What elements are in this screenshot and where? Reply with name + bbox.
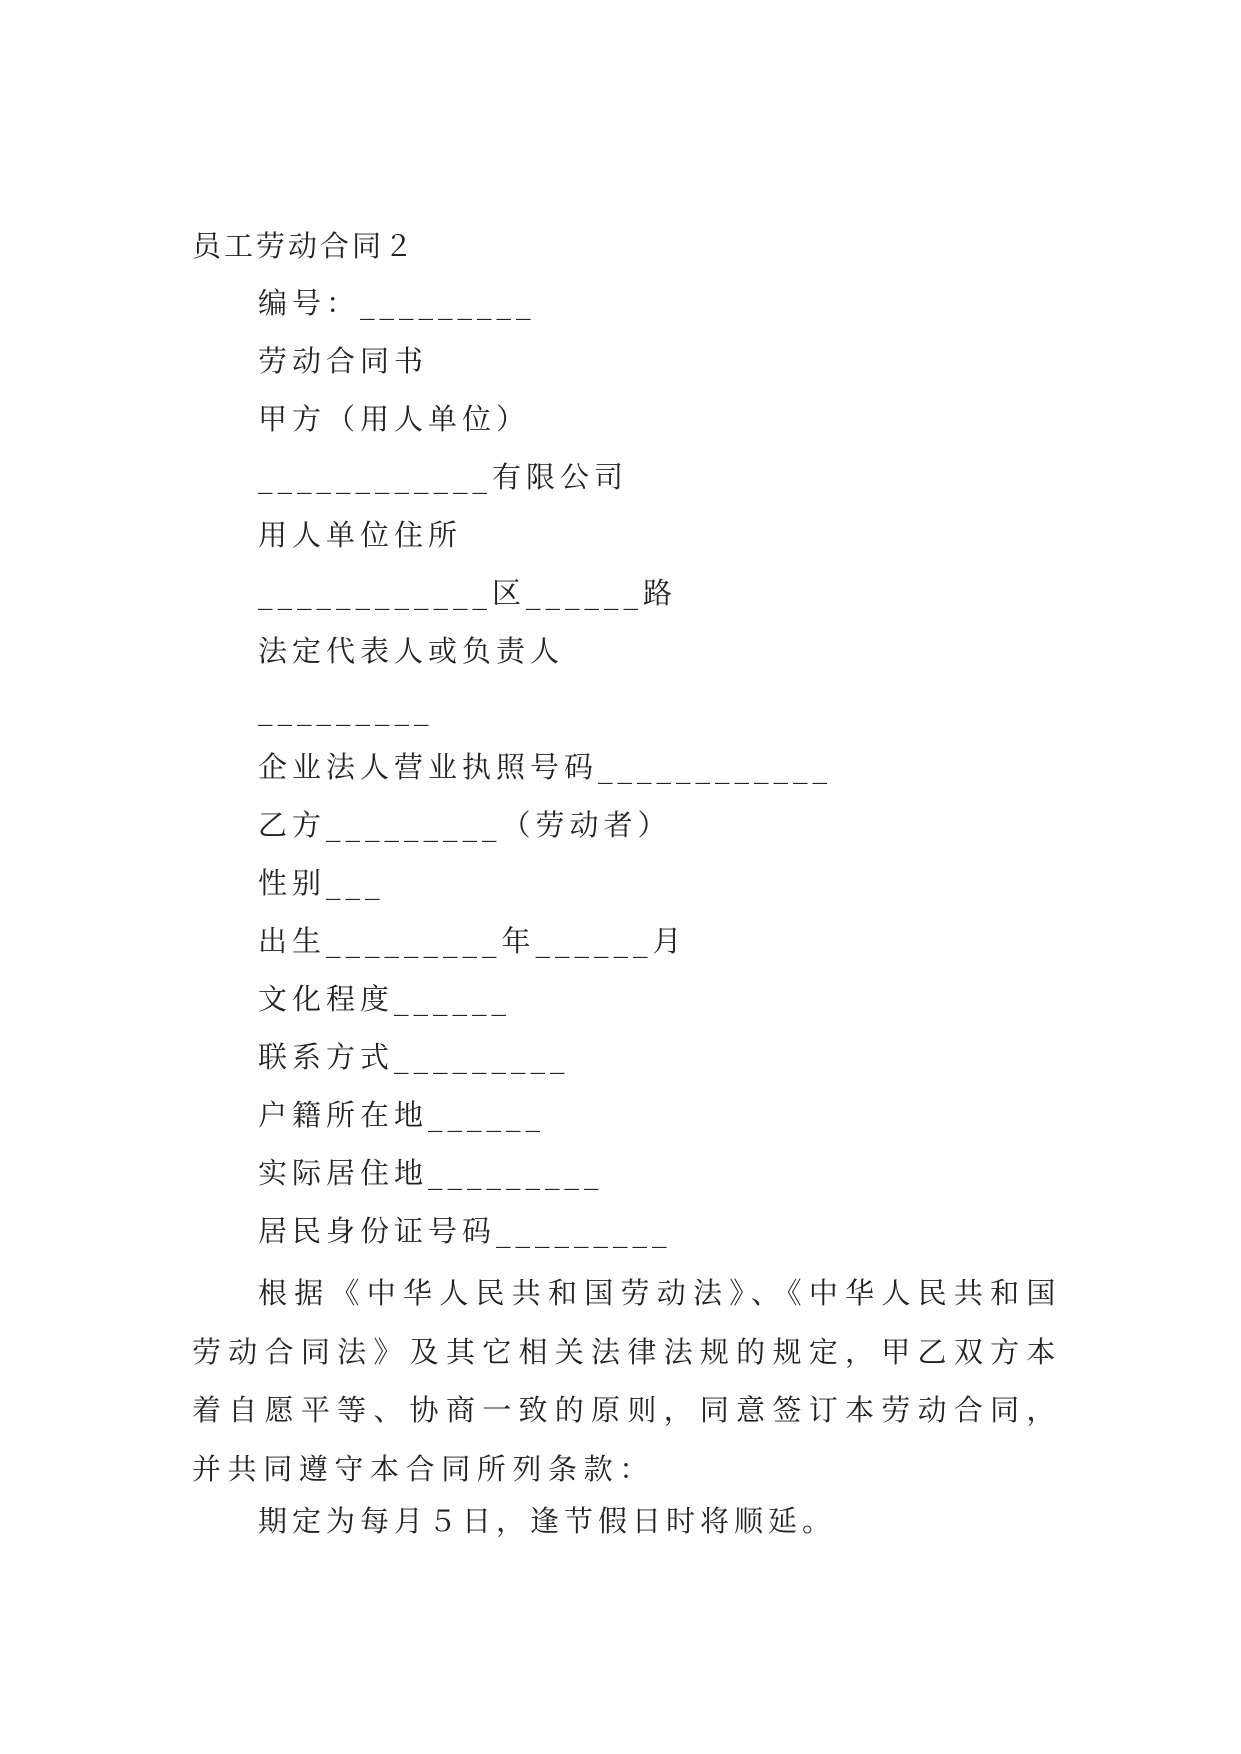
legal-representative-label-line: 法定代表人或负责人 xyxy=(258,634,565,668)
birth-date-line: 出生_________年______月 xyxy=(258,924,687,958)
closing-line: 期定为每月５日，逢节假日时将顺延。 xyxy=(258,1504,837,1538)
id-number-line: 居民身份证号码_________ xyxy=(258,1214,672,1248)
business-license-line: 企业法人营业执照号码____________ xyxy=(258,750,833,784)
contract-heading-line: 劳动合同书 xyxy=(258,344,429,378)
company-name-line: ____________有限公司 xyxy=(258,460,629,494)
contact-line: 联系方式_________ xyxy=(258,1040,570,1074)
gender-line: 性别___ xyxy=(258,866,385,900)
actual-residence-line: 实际居住地_________ xyxy=(258,1156,604,1190)
party-a-label-line: 甲方（用人单位） xyxy=(258,402,531,436)
household-registration-line: 户籍所在地______ xyxy=(258,1098,546,1132)
education-line: 文化程度______ xyxy=(258,982,512,1016)
document-title: 员工劳动合同２ xyxy=(192,229,417,263)
contract-number-line: 编号：_________ xyxy=(258,286,536,320)
preamble-paragraph: 根据《中华人民共和国劳动法》、《中华人民共和国劳动合同法》及其它相关法律法规的规定，甲乙双方本着自愿平等、协商一致的原则，同意签订本劳动合同，并共同遵守本合同所列条款： xyxy=(192,1276,1062,1486)
party-b-line: 乙方_________（劳动者） xyxy=(258,808,672,842)
legal-representative-blank-line: _________ xyxy=(258,692,434,726)
employer-address-line: ____________区______路 xyxy=(258,576,678,610)
employer-address-label-line: 用人单位住所 xyxy=(258,518,463,552)
